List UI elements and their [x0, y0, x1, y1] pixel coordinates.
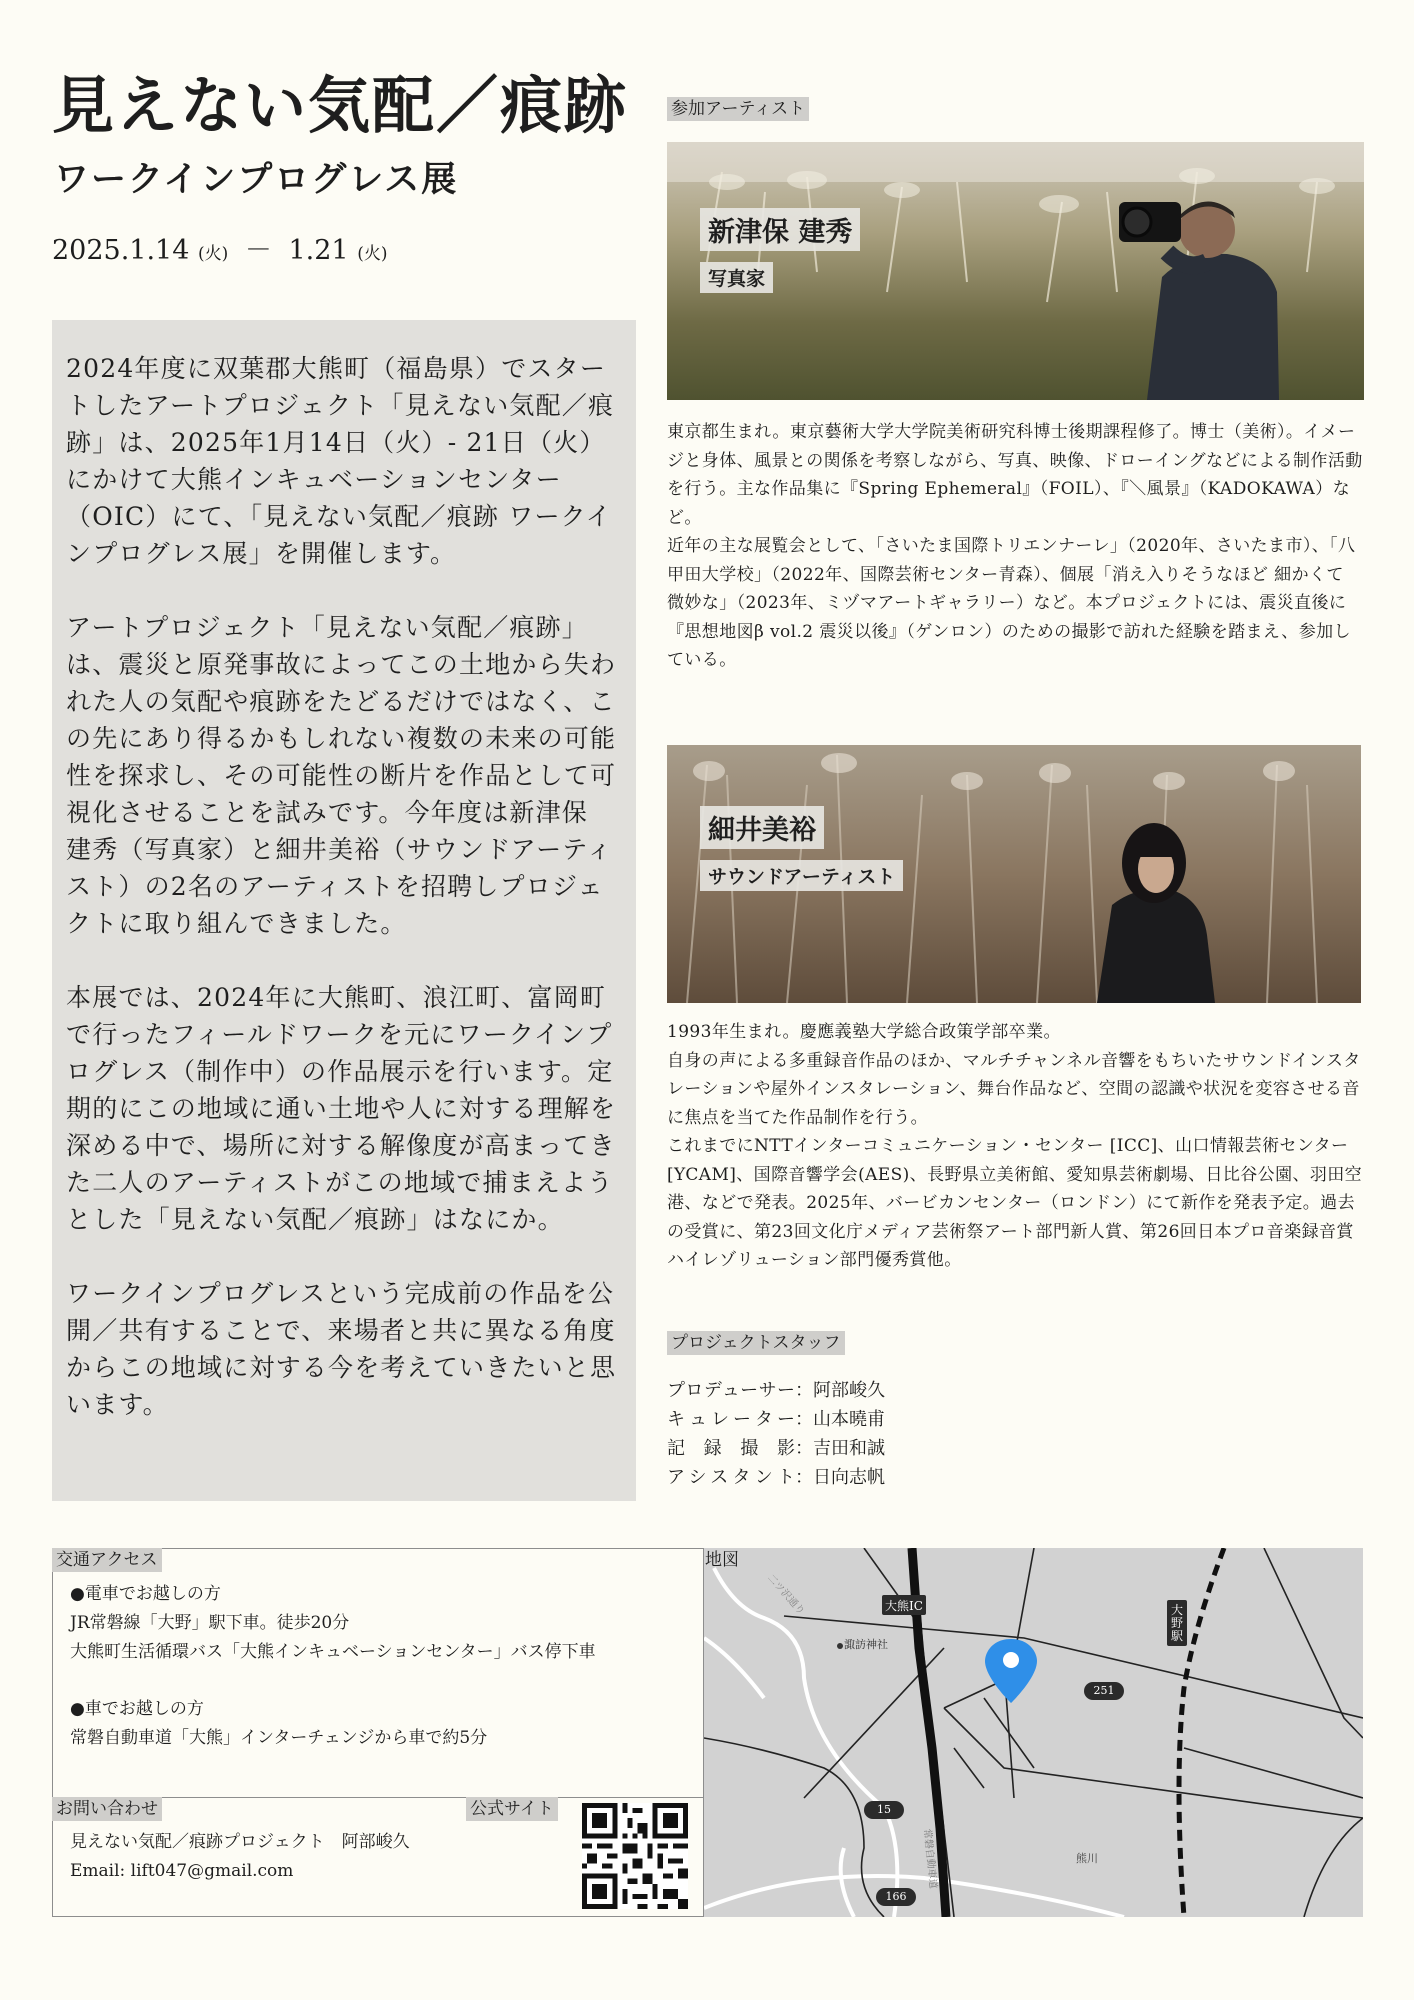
map-route-251: 251: [1093, 1684, 1115, 1697]
page-title: 見えない気配／痕跡: [52, 69, 629, 142]
artist2-name: 細井美裕: [700, 806, 824, 849]
artist1-bio: [667, 418, 1364, 675]
staff-row: [667, 1434, 885, 1463]
artist2-bio: [667, 1018, 1364, 1275]
bio-paragraph: 東京都生まれ。東京藝術大学大学院美術研究科博士後期課程修了。博士（美術）。イメージと身体、風景との関係を考察しながら、写真、映像、ドローイングなどによる制作活動を行う。主な作品集に『Spring Ephemeral』（FOIL）、『＼風景』（KADOKAWA）など。: [667, 422, 1363, 528]
date-end-day: (火): [357, 244, 388, 264]
map-shrine-label: 諏訪神社: [844, 1638, 888, 1651]
contact-info: [70, 1828, 410, 1886]
staff-name: ：日向志帆: [795, 1467, 885, 1488]
contact-label: お問い合わせ: [52, 1797, 162, 1821]
artist1-name: 新津保 建秀: [700, 208, 860, 251]
access-label: 交通アクセス: [52, 1548, 162, 1572]
date-start-day: (火): [198, 244, 229, 264]
staff-name: ：吉田和誠: [795, 1438, 885, 1459]
staff-list: [667, 1376, 885, 1492]
intro-paragraph: ワークインプログレスという完成前の作品を公開／共有することで、来場者と共に異なる角度からこの地域に対する今を考えていきたいと思います。: [66, 1279, 617, 1419]
car-line: 常磐自動車道「大熊」インターチェンジから車で約5分: [70, 1728, 488, 1748]
map-label: 地図: [705, 1550, 739, 1570]
map-route-166: 166: [885, 1890, 907, 1903]
staff-role: キュレーター: [667, 1409, 795, 1430]
staff-row: [667, 1463, 885, 1492]
staff-row: [667, 1376, 885, 1405]
staff-name: ：阿部峻久: [795, 1380, 885, 1401]
exhibition-dates: [52, 228, 387, 267]
access-map[interactable]: [704, 1548, 1363, 1917]
train-line: 大熊町生活循環バス「大熊インキュベーションセンター」バス停下車: [70, 1642, 596, 1662]
car-heading: ●車でお越しの方: [70, 1699, 204, 1719]
artist1-role: 写真家: [700, 262, 773, 293]
bio-paragraph: これまでにNTTインターコミュニケーション・センター [ICC]、山口情報芸術センター[YCAM]、国際音響学会(AES)、長野県立美術館、愛知県芸術劇場、日比谷公園、羽田空港、などで発表。2025年、バービカンセンター（ロンドン）にて新作を発表予定。過去の受賞に、第23回文化庁メディア芸術祭アート部門新人賞、第26回日本プロ音楽録音賞ハイレゾリューション部門優秀賞他。: [667, 1136, 1363, 1270]
train-line: JR常磐線「大野」駅下車。徒歩20分: [70, 1613, 350, 1633]
date-separator: －: [244, 235, 272, 266]
artist2-role: サウンドアーティスト: [700, 860, 903, 891]
map-station-label: 大野駅: [1170, 1603, 1183, 1643]
date-end: 1.21: [288, 235, 349, 266]
bio-paragraph: 自身の声による多重録音作品のほか、マルチチャンネル音響をもちいたサウンドインスタレーションや屋外インスタレーション、舞台作品など、空間の認識や状況を変容させる音に焦点を当てた作品制作を行う。: [667, 1050, 1361, 1128]
bio-paragraph: 近年の主な展覧会として、「さいたま国際トリエンナーレ」（2020年、さいたま市）、「八甲田大学校」（2022年、国際芸術センター青森）、個展「消え入りそうなほど 細かくて 微妙な」（2023年、ミヅマアートギャラリー）など。本プロジェクトには、震災直後に『思想地図β vol.2 震災以後』（ゲンロン）のための撮影で訪れた経験を踏まえ、参加している。: [667, 536, 1356, 670]
map-road-label: 二ツ沢通り: [764, 1572, 807, 1618]
staff-role: 記録撮影: [667, 1438, 795, 1459]
map-route-15: 15: [877, 1803, 891, 1816]
staff-name: ：山本曉甫: [795, 1409, 885, 1430]
staff-row: [667, 1405, 885, 1434]
contact-line: 見えない気配／痕跡プロジェクト 阿部峻久: [70, 1832, 410, 1852]
map-ic-label: 大熊IC: [885, 1599, 923, 1613]
qr-code-icon[interactable]: [582, 1803, 688, 1913]
staff-section-label: プロジェクトスタッフ: [667, 1331, 845, 1355]
artists-section-label: 参加アーティスト: [667, 97, 809, 121]
train-heading: ●電車でお越しの方: [70, 1584, 221, 1604]
intro-paragraph: アートプロジェクト「見えない気配／痕跡」は、震災と原発事故によってこの土地から失われた人の気配や痕跡をたどるだけではなく、この先にあり得るかもしれない複数の未来の可能性を探求し、その可能性の断片を作品として可視化させることを試みです。今年度は新津保 建秀（写真家）と細井美裕（サウンドアーティスト）の2名のアーティストを招聘しプロジェクトに取り組んできました。: [66, 613, 617, 938]
intro-paragraph: 2024年度に双葉郡大熊町（福島県）でスタートしたアートプロジェクト「見えない気配／痕跡」は、2025年1月14日（火）- 21日（火）にかけて大熊インキュベーションセンター（OIC）にて、「見えない気配／痕跡 ワークインプログレス展」を開催します。: [66, 354, 615, 568]
intro-paragraph: 本展では、2024年に大熊町、浪江町、富岡町で行ったフィールドワークを元にワークインプログレス（制作中）の作品展示を行います。定期的にこの地域に通い土地や人に対する理解を深める中で、場所に対する解像度が高まってきた二人のアーティストがこの地域で捕まえようとした「見えない気配／痕跡」はなにか。: [66, 983, 617, 1234]
bio-paragraph: 1993年生まれ。慶應義塾大学総合政策学部卒業。: [667, 1022, 1061, 1042]
map-river-label: 熊川: [1076, 1852, 1098, 1865]
staff-role: アシスタント: [667, 1467, 795, 1488]
staff-role: プロデューサー: [667, 1380, 795, 1401]
intro-box: [52, 320, 636, 1501]
map-expressway-label: 常磐自動車道: [921, 1828, 939, 1890]
access-info: [70, 1580, 690, 1753]
page-subtitle: ワークインプログレス展: [54, 159, 459, 200]
date-start: 2025.1.14: [52, 235, 190, 266]
contact-email[interactable]: Email: lift047@gmail.com: [70, 1861, 294, 1881]
official-site-label: 公式サイト: [466, 1797, 558, 1821]
